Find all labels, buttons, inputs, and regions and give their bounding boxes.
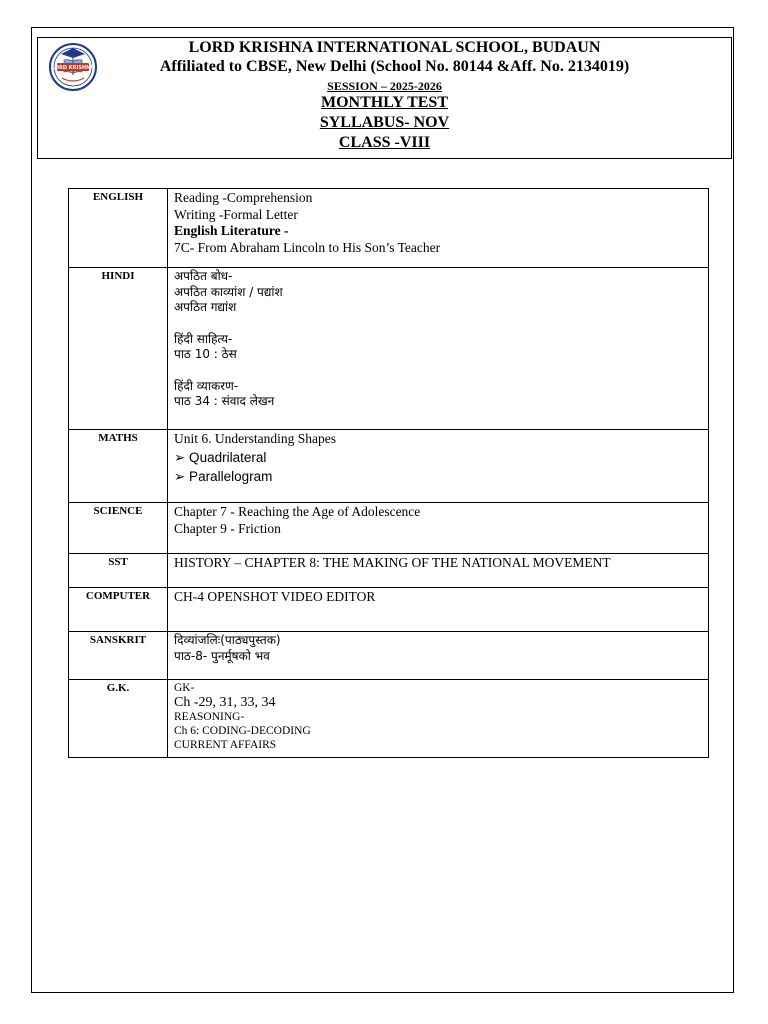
content-cell	[168, 554, 709, 588]
content-line: Unit 6. Understanding Shapes	[174, 431, 336, 446]
table-row-science	[69, 503, 709, 554]
content-line: Ch -29, 31, 33, 34	[174, 695, 276, 710]
content-cell	[168, 680, 709, 758]
subject-cell: ENGLISH	[69, 189, 168, 268]
content-line: GK-	[174, 682, 195, 694]
content-line: दिव्यांजलिः(पाठ्यपुस्तक)	[174, 633, 281, 647]
content-line: 7C- From Abraham Lincoln to His Son’s Teacher	[174, 239, 441, 255]
content-line: ➢ Quadrilateral	[174, 449, 267, 465]
syllabus-title: SYLLABUS- NOV	[319, 114, 450, 131]
content-line: Chapter 7 - Reaching the Age of Adolescence	[174, 504, 421, 519]
school-name: LORD KRISHNA INTERNATIONAL SCHOOL, BUDAUN	[188, 39, 601, 56]
content-cell	[168, 632, 709, 680]
content-cell	[168, 503, 709, 554]
content-line: पाठ-8- पुनर्मूषको भव	[174, 648, 270, 663]
table-row-maths	[69, 430, 709, 503]
content-line: CURRENT AFFAIRS	[174, 739, 277, 751]
header-box	[37, 37, 732, 159]
content-line: Reading -Comprehension	[174, 190, 313, 205]
content-line: CH-4 OPENSHOT VIDEO EDITOR	[174, 589, 376, 604]
content-line: अपठित काव्यांश / पद्यांश	[174, 284, 283, 299]
table-row-sst	[69, 554, 709, 588]
table-row-computer	[69, 588, 709, 632]
table-row-gk	[69, 680, 709, 758]
content-cell	[168, 189, 709, 268]
content-line: REASONING-	[174, 711, 245, 723]
content-line: हिंदी व्याकरण-	[174, 378, 239, 393]
session-line: SESSION – 2025-2026	[327, 79, 442, 93]
subject-cell: COMPUTER	[69, 588, 168, 632]
subject-cell: SANSKRIT	[69, 632, 168, 680]
content-line: Ch 6: CODING-DECODING	[174, 725, 311, 737]
content-line: English Literature -	[174, 223, 289, 238]
table-row-english	[69, 189, 709, 268]
content-line: पाठ 34 : संवाद लेखन	[174, 394, 275, 408]
syllabus-table	[68, 188, 709, 758]
content-line: अपठित बोध-	[174, 269, 233, 283]
affiliation-line: Affiliated to CBSE, New Delhi (School No. 80144 &Aff. No. 2134019)	[159, 58, 630, 75]
subject-cell: HINDI	[69, 268, 168, 430]
content-line: Writing -Formal Letter	[174, 206, 298, 222]
content-cell	[168, 588, 709, 632]
test-title: MONTHLY TEST	[320, 94, 448, 111]
content-line: हिंदी साहित्य-	[174, 331, 233, 346]
table-row-hindi	[69, 268, 709, 430]
content-line: ➢ Parallelogram	[174, 468, 273, 484]
subject-cell: SCIENCE	[69, 503, 168, 554]
table-row-sanskrit	[69, 632, 709, 680]
content-line: पाठ 10 : ठेस	[174, 347, 237, 361]
subject-cell: G.K.	[69, 680, 168, 758]
content-line: Chapter 9 - Friction	[174, 520, 281, 536]
content-line: अपठित गद्यांश	[174, 300, 237, 314]
subject-cell: SST	[69, 554, 168, 588]
subject-cell: MATHS	[69, 430, 168, 503]
logo-text: LORD KRISHNA	[51, 65, 95, 71]
content-line: HISTORY – CHAPTER 8: THE MAKING OF THE NATIONAL MOVEMENT	[174, 555, 611, 570]
content-cell	[168, 430, 709, 503]
class-title: CLASS -VIII	[338, 134, 431, 151]
content-cell	[168, 268, 709, 430]
